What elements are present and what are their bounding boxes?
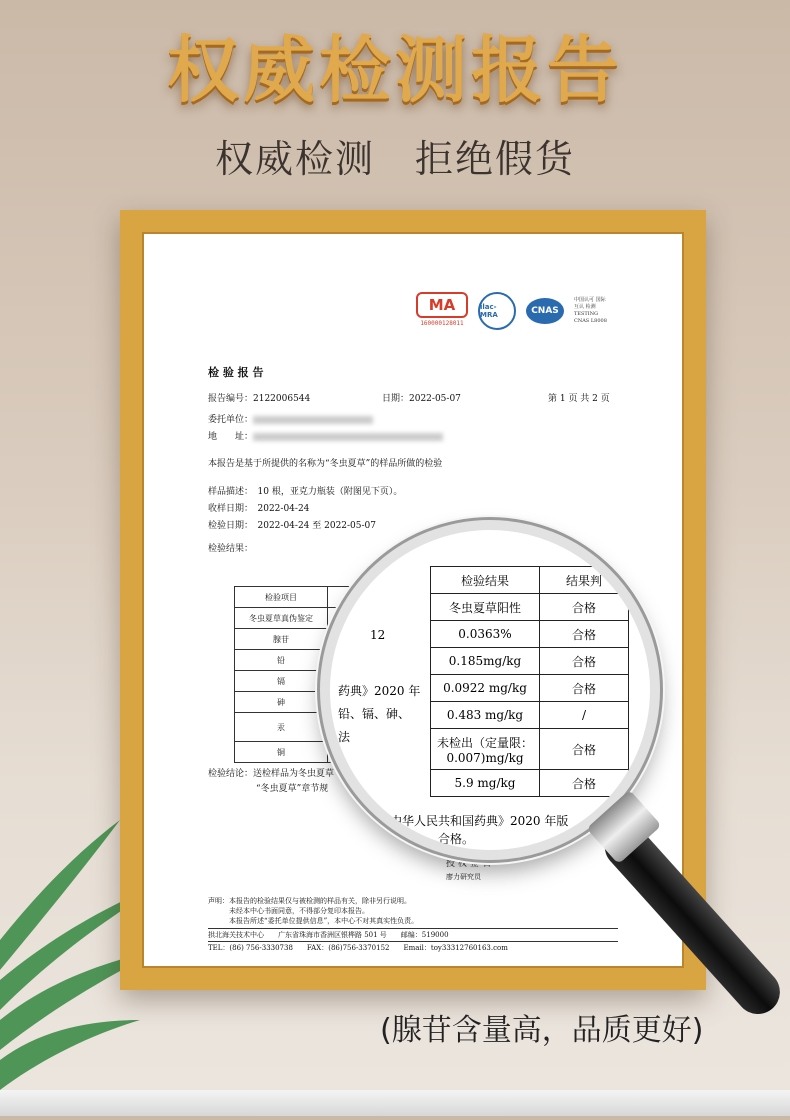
results-label: 检验结果： — [208, 544, 254, 554]
lens-side-text: 12 — [370, 628, 386, 642]
report-title: 检 验 报 告 — [208, 366, 264, 379]
lens-header-result: 检验结果 — [431, 567, 540, 594]
table-row: 0.0363% — [431, 621, 540, 648]
conclusion-line-1: 检验结论：送检样品为冬虫夏草 — [208, 769, 335, 779]
table-row: 5.9 mg/kg — [431, 770, 540, 797]
report-page: 第 1 页 共 2 页 — [548, 394, 610, 404]
address-redacted — [253, 433, 443, 441]
table-row: 0.0922 mg/kg — [431, 675, 540, 702]
footer-rule — [208, 928, 618, 929]
table-row: 0.483 mg/kg — [431, 702, 540, 729]
lens-results-table: 检验结果 结果判 冬虫夏草阳性 合格 0.0363% 合格 0.185mg/kg 合格 0.0922 mg/kg 合格 0.483 mg/kg / 未检出（定量限：0.007)mg/kg 合格 5.9 mg/kg 合格 — [430, 566, 629, 797]
table-row: 铅 — [235, 650, 328, 671]
signer-name: 廖力研究员 — [446, 873, 481, 881]
test-date: 检验日期： 2022-04-24 至 2022-05-07 — [208, 521, 377, 531]
cnas-logo: CNAS — [526, 298, 564, 324]
statement-3: 本报告所述“委托单位提供信息”，本中心不对其真实性负责。 — [208, 917, 419, 925]
cert-logos — [416, 292, 608, 330]
ma-logo: MA 160000128011 — [416, 292, 468, 330]
table-row: 铜 — [235, 742, 328, 763]
statement-2: 未经本中心书面同意，不得部分复印本报告。 — [208, 907, 369, 915]
lens-side-text: 药典》2020 年 — [338, 684, 421, 698]
cnas-text: 中国认可 国际互认 检测 TESTING CNAS L8008 — [574, 297, 607, 324]
lens-bottom-text: 中华人民共和国药典》2020 年版 — [390, 814, 569, 828]
report-number: 报告编号：2122006544 — [208, 394, 311, 404]
signer-role: 授 权 签 名 — [446, 859, 491, 869]
report-date: 日期：2022-05-07 — [382, 394, 461, 404]
footer-rule — [208, 941, 618, 942]
center-address: 拱北海关技术中心 广东省珠海市香洲区银桦路 501 号 邮编：519000 — [208, 931, 449, 939]
received-date: 收样日期： 2022-04-24 — [208, 504, 310, 514]
page-title: 权威检测报告 — [166, 28, 623, 112]
table-row: 冬虫夏草真伪鉴定 — [235, 608, 328, 629]
address-row: 地 址： — [208, 429, 443, 442]
center-contact: TEL：(86) 756-3330738 FAX：(86)756-3370152 Email：toy33312760163.com — [208, 944, 508, 952]
table-row: 砷 — [235, 692, 328, 713]
shelf — [0, 1090, 790, 1116]
client-row: 委托单位： — [208, 412, 373, 425]
items-header: 检验项目 — [235, 587, 328, 608]
statement-1: 声明：本报告的检验结果仅与被检测的样品有关，除非另行说明。 — [208, 897, 411, 905]
sample-description: 样品描述： 10 根，亚克力瓶装（附图见下页）。 — [208, 487, 403, 497]
table-row: 汞 — [235, 713, 328, 742]
ilac-logo: ilac-MRA — [478, 292, 516, 330]
tagline: (腺苷含量高，品质更好) — [380, 1013, 704, 1048]
lens-side-text: 铅、镉、砷、 — [338, 707, 411, 721]
lens-bottom-text: 合格。 — [390, 832, 475, 846]
table-row: 冬虫夏草阳性 — [431, 594, 540, 621]
conclusion-line-2: “冬虫夏草”章节规 — [256, 784, 329, 794]
table-row: 镉 — [235, 671, 328, 692]
lens-header-judgment: 结果判 — [540, 567, 629, 594]
table-row: 未检出（定量限：0.007)mg/kg — [431, 729, 540, 770]
page-subtitle: 权威检测 拒绝假货 — [214, 137, 575, 181]
table-row: 0.185mg/kg — [431, 648, 540, 675]
lens-side-text: 法 — [338, 730, 351, 744]
client-redacted — [253, 416, 373, 424]
report-basis: 本报告是基于所提供的名称为“冬虫夏草”的样品所做的检验 — [208, 459, 443, 469]
table-row: 腺苷 — [235, 629, 328, 650]
